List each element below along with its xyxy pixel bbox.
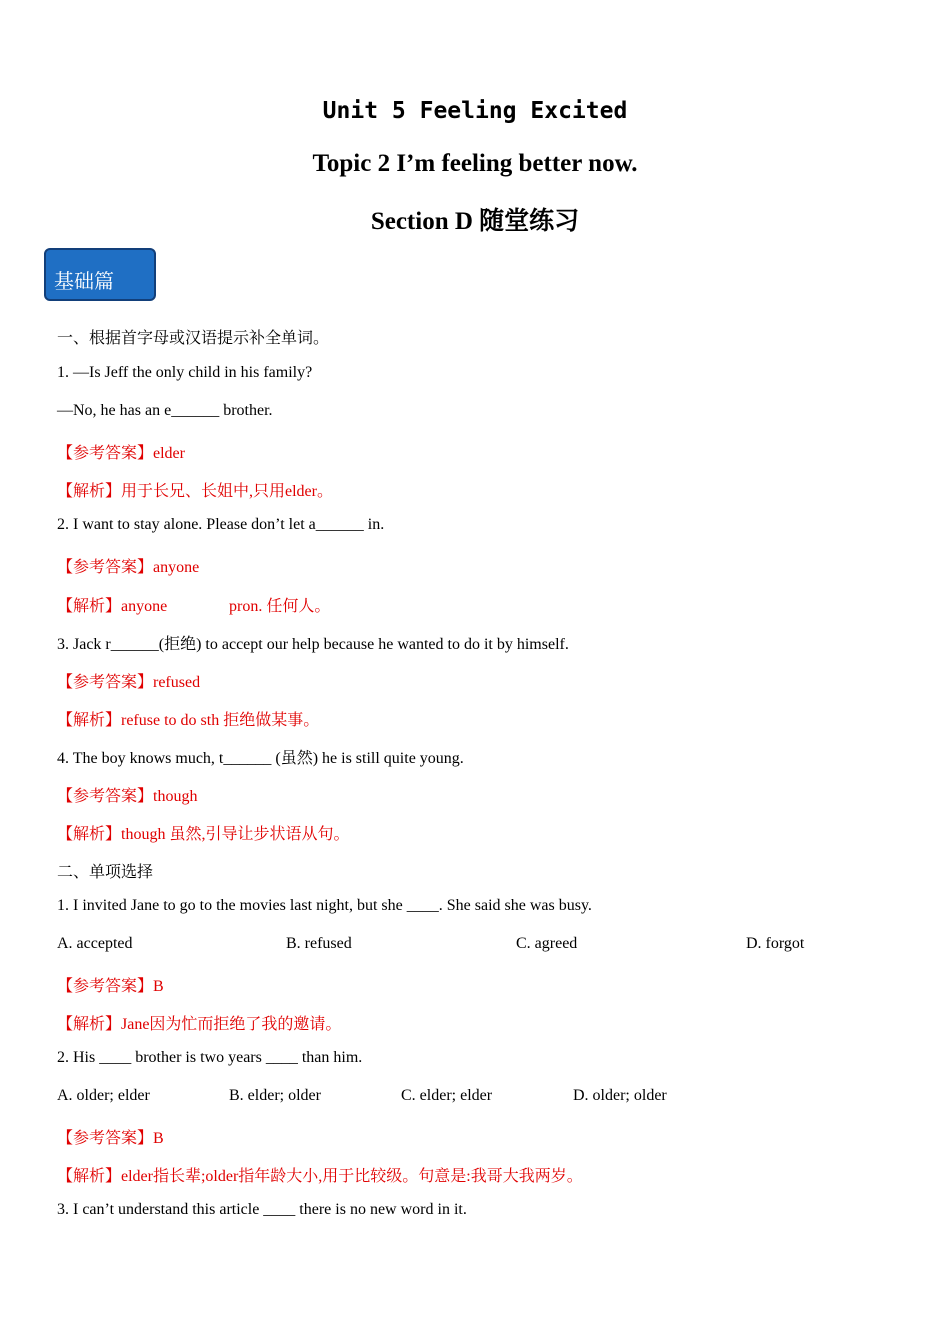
part1-q3: 3. Jack r______(拒绝) to accept our help because he wanted to do it by himself. bbox=[57, 636, 569, 653]
part2-q2-option-b: B. elder; older bbox=[229, 1087, 321, 1104]
part1-q4: 4. The boy knows much, t______ (虽然) he is still quite young. bbox=[57, 750, 464, 767]
section-title: Section D 随堂练习 bbox=[370, 208, 580, 235]
part2-q1-answer: 【参考答案】B bbox=[57, 978, 164, 995]
part2-q1-option-d: D. forgot bbox=[746, 935, 805, 952]
part2-q2-option-c: C. elder; elder bbox=[401, 1087, 493, 1104]
part1-q4-analysis: 【解析】though 虽然,引导让步状语从句。 bbox=[57, 826, 350, 843]
part1-q4-answer: 【参考答案】though bbox=[57, 788, 198, 805]
basic-level-badge: 基础篇 bbox=[44, 248, 156, 301]
part1-q3-analysis: 【解析】refuse to do sth 拒绝做某事。 bbox=[57, 712, 320, 729]
part2-q1: 1. I invited Jane to go to the movies last night, but she ____. She said she was busy. bbox=[57, 897, 592, 914]
part2-q1-option-b: B. refused bbox=[286, 935, 352, 952]
part1-q1-answer: 【参考答案】elder bbox=[57, 445, 185, 462]
part2-q1-analysis: 【解析】Jane因为忙而拒绝了我的邀请。 bbox=[57, 1016, 342, 1033]
part2-q1-option-a: A. accepted bbox=[57, 935, 133, 952]
part1-q1-line2: —No, he has an e______ brother. bbox=[57, 402, 273, 419]
part1-q2-answer: 【参考答案】anyone bbox=[57, 559, 200, 576]
part2-q2-answer: 【参考答案】B bbox=[57, 1130, 164, 1147]
part1-q3-answer: 【参考答案】refused bbox=[57, 674, 201, 691]
part2-q2-option-d: D. older; older bbox=[573, 1087, 667, 1104]
part2-q2-analysis: 【解析】elder指长辈;older指年龄大小,用于比较级。句意是:我哥大我两岁。 bbox=[57, 1168, 583, 1185]
part1-heading: 一、根据首字母或汉语提示补全单词。 bbox=[57, 330, 330, 347]
part1-q1-analysis: 【解析】用于长兄、长姐中,只用elder。 bbox=[57, 483, 333, 500]
unit-title: Unit 5 Feeling Excited bbox=[322, 98, 628, 124]
part1-q2-analysis-b: pron. 任何人。 bbox=[229, 598, 331, 615]
part2-q2-option-a: A. older; elder bbox=[57, 1087, 150, 1104]
part2-q3: 3. I can’t understand this article ____ there is no new word in it. bbox=[57, 1201, 467, 1218]
topic-title: Topic 2 I’m feeling better now. bbox=[312, 150, 638, 177]
part2-heading: 二、单项选择 bbox=[57, 864, 154, 881]
part1-q2: 2. I want to stay alone. Please don’t let a______ in. bbox=[57, 516, 385, 533]
part1-q1-line1: 1. —Is Jeff the only child in his family? bbox=[57, 364, 313, 381]
part1-q2-analysis-a: 【解析】anyone bbox=[57, 598, 168, 615]
part2-q2: 2. His ____ brother is two years ____ than him. bbox=[57, 1049, 363, 1066]
part2-q1-option-c: C. agreed bbox=[516, 935, 578, 952]
